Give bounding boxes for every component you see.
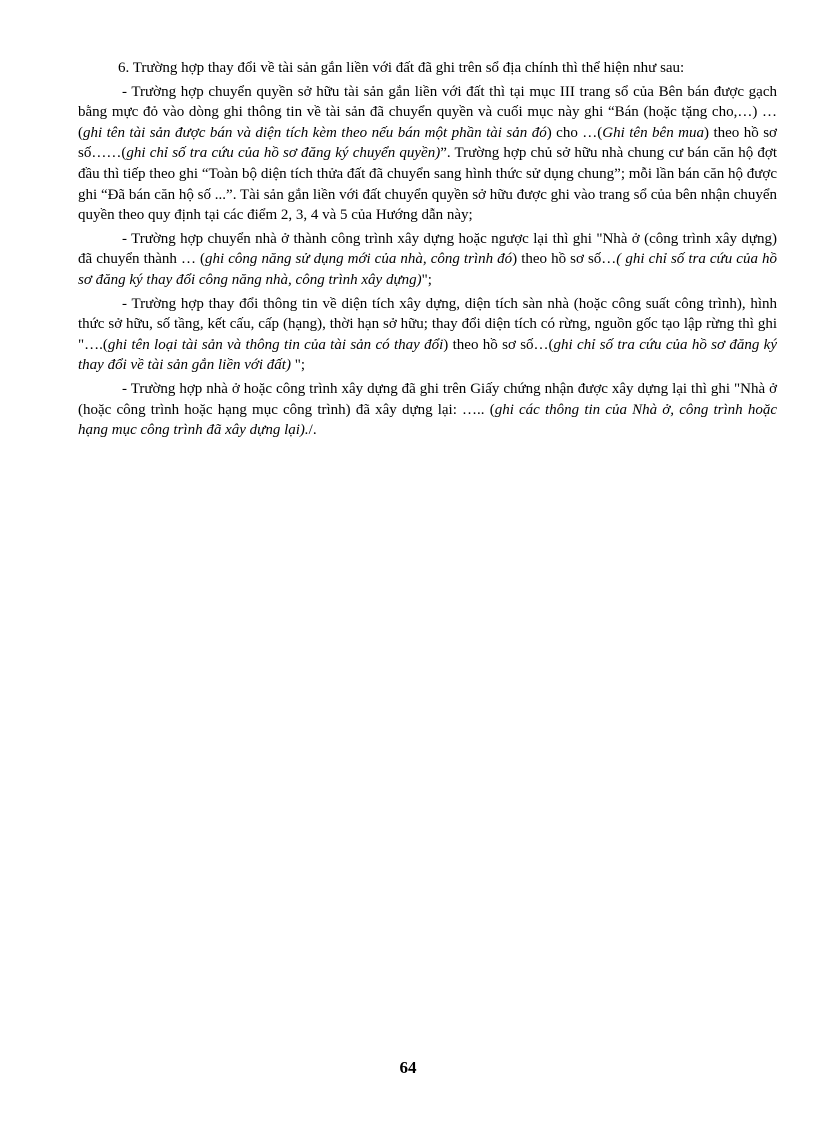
italic-text-segment: ghi các thông tin của Nhà ở, công trình hoặc hạng mục công trình đã xây dựng lại).	[78, 401, 777, 439]
text-segment: - Trường hợp nhà ở hoặc công trình xây dựng đã ghi trên Giấy chứng nhận được xây dựng lại thì ghi "Nhà ở (hoặc công trình hoặc hạng mục công trình) đã xây dựng lại: ….. (	[78, 380, 777, 418]
page-number: 64	[399, 1058, 417, 1077]
italic-text-segment: ghi tên loại tài sản và thông tin của tài sản có thay đổi	[107, 336, 444, 353]
italic-text-segment: ( ghi chỉ số tra cứu của hồ sơ đăng ký thay đổi công năng nhà, công trình xây dựng)	[78, 251, 777, 288]
paragraph-heading	[78, 58, 777, 79]
document-body	[78, 58, 777, 444]
paragraph-house-conversion	[78, 229, 777, 291]
paragraph-info-change	[78, 294, 777, 376]
text-segment: ) theo hồ sơ số…	[512, 251, 617, 268]
italic-text-segment: ghi công năng sử dụng mới của nhà, công trình đó	[205, 251, 513, 268]
text-segment: ”. Trường hợp chủ sở hữu nhà chung cư bán căn hộ đợt đầu thì tiếp theo ghi “Toàn bộ diện tích thửa đất đã chuyển sang hình thức sử dụng chung”; mỗi lần bán căn hộ được ghi “Đã bán căn hộ số ...”. Tài sản gắn liền với đất chuyển quyền sở hữu được ghi vào trang sổ của bên nhận chuyển quyền theo quy định tại các điểm 2, 3, 4 và 5 của Hướng dẫn này;	[78, 145, 777, 224]
text-segment: 6. Trường hợp thay đổi về tài sản gắn liền với đất đã ghi trên sổ địa chính thì thể hiện như sau:	[118, 60, 685, 76]
italic-text-segment: ghi tên tài sản được bán và diện tích kèm theo nếu bán một phần tài sản đó	[83, 124, 547, 141]
text-segment: ) cho …(	[546, 124, 603, 141]
italic-text-segment: ghi chỉ số tra cứu của hồ sơ đăng ký chuyển quyền)	[126, 145, 441, 162]
text-segment: ";	[290, 357, 306, 374]
paragraph-rebuilt	[78, 379, 777, 441]
text-segment: - Trường hợp thay đổi thông tin về diện tích xây dựng, diện tích sàn nhà (hoặc công suất công trình), hình thức sở hữu, số tầng, kết cấu, cấp (hạng), thời hạn sở hữu; thay đổi diện tích có rừng, nguồn gốc tạo lập rừng thì ghi "….(	[78, 295, 777, 353]
text-segment: - Trường hợp chuyển quyền sở hữu tài sản gắn liền với đất thì tại mục III trang sổ của Bên bán được gạch bằng mực đỏ vào dòng ghi thông tin về tài sản đã chuyển quyền và cuối mục này ghi “Bán (hoặc tặng cho,…) … (	[78, 83, 777, 141]
italic-text-segment: Ghi tên bên mua	[602, 124, 704, 141]
text-segment: /.	[308, 422, 317, 439]
italic-text-segment: ghi chỉ số tra cứu của hồ sơ đăng ký thay đổi về tài sản gắn liền với đất)	[78, 336, 777, 374]
text-segment: ";	[421, 271, 432, 288]
text-segment: ) theo hồ sơ số…(	[443, 336, 554, 353]
text-segment: - Trường hợp chuyển nhà ở thành công trình xây dựng hoặc ngược lại thì ghi "Nhà ở (công trình xây dựng) đã chuyển thành … (	[78, 230, 777, 268]
text-segment: ) theo hồ sơ số……(	[78, 124, 777, 162]
paragraph-transfer-ownership	[78, 82, 777, 226]
